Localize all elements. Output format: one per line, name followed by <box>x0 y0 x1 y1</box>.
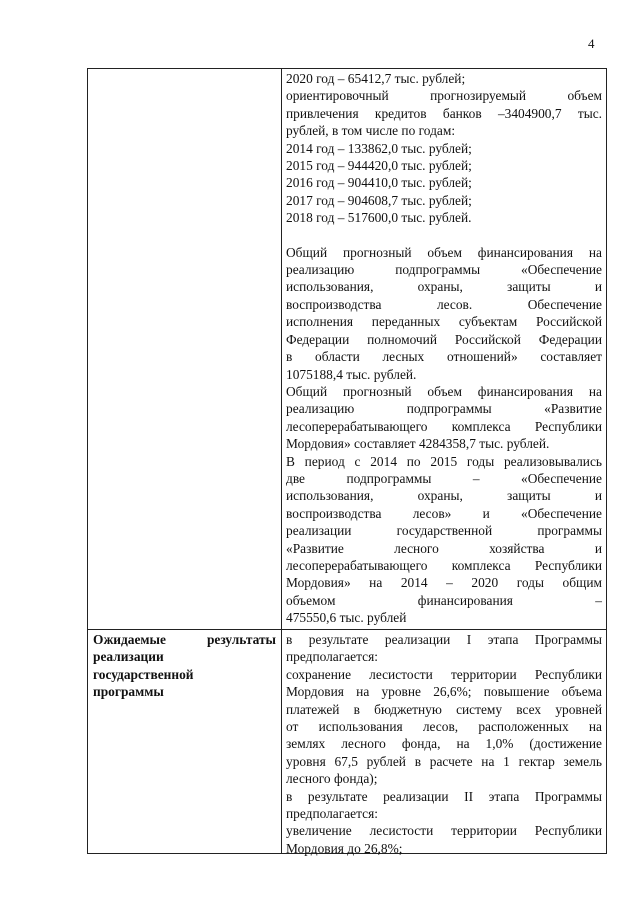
financing-text-line: лесоперерабатывающего комплекса Республики <box>286 418 602 434</box>
expected-results-line: в результате реализации I этапа Программы <box>286 632 602 647</box>
financing-text-line: использования, охраны, защиты и <box>286 488 602 504</box>
financing-text-line: рублей, в том числе по годам: <box>286 123 456 139</box>
expected-results-line: Мордовия на уровне 26,6%; повышение объема <box>286 684 602 700</box>
expected-results-line: от использования лесов, расположенных на <box>286 719 602 735</box>
financing-text-line: В период с 2014 по 2015 годы реализовывались <box>286 453 602 469</box>
financing-text-line: 2015 год – 944420,0 тыс. рублей; <box>286 158 472 174</box>
financing-text-cell <box>286 70 602 627</box>
financing-text-line: ориентировочный прогнозируемый объем <box>286 88 602 104</box>
financing-text-line: в области лесных отношений» составляет <box>286 349 602 365</box>
expected-results-line: лесного фонда); <box>286 771 378 787</box>
expected-results-line: уровня 67,5 рублей в расчете на 1 гектар земель <box>286 753 602 769</box>
financing-text-line: Общий прогнозный объем финансирования на <box>286 244 602 260</box>
expected-results-line: в результате реализации II этапа Программы <box>286 788 602 804</box>
row-label-line: государственной <box>93 666 194 682</box>
financing-text-line: 2018 год – 517600,0 тыс. рублей. <box>286 210 472 226</box>
financing-text-line: реализацию подпрограммы «Обеспечение <box>286 262 602 278</box>
financing-text-line: Федерации полномочий Российской Федерации <box>286 331 602 347</box>
expected-results-label-cell <box>93 631 276 701</box>
financing-text-line <box>286 227 602 244</box>
row-divider <box>88 629 606 630</box>
financing-text-line: лесоперерабатывающего комплекса Республики <box>286 557 602 573</box>
column-divider <box>281 69 282 853</box>
row-label-line: программы <box>93 684 164 700</box>
financing-text-line: реализацию подпрограммы «Развитие <box>286 401 602 417</box>
financing-text-line: исполнения переданных субъектам Российской <box>286 314 602 330</box>
financing-text-line: 2014 год – 133862,0 тыс. рублей; <box>286 140 472 156</box>
expected-results-line: Мордовия до 26,8%; <box>286 840 403 856</box>
financing-text-line: две подпрограммы – «Обеспечение <box>286 470 602 486</box>
financing-text-line: Мордовия» составляет 4284358,7 тыс. рублей. <box>286 436 550 452</box>
financing-text-line: 1075188,4 тыс. рублей. <box>286 366 417 382</box>
row-label-line: Ожидаемые результаты <box>93 632 276 647</box>
expected-results-line: землях лесного фонда, на 1,0% (достижение <box>286 736 602 752</box>
expected-results-line: увеличение лесистости территории Республики <box>286 823 602 839</box>
financing-text-line: 475550,6 тыс. рублей <box>286 610 407 626</box>
expected-results-line: предполагается: <box>286 649 378 665</box>
financing-text-line: Мордовия» на 2014 – 2020 годы общим <box>286 575 602 591</box>
expected-results-line: предполагается: <box>286 806 378 822</box>
financing-text-line: 2020 год – 65412,7 тыс. рублей; <box>286 71 466 86</box>
financing-text-line: 2017 год – 904608,7 тыс. рублей; <box>286 192 472 208</box>
financing-text-line: воспроизводства лесов» и «Обеспечение <box>286 505 602 521</box>
expected-results-text-cell <box>286 631 602 857</box>
financing-text-line: привлечения кредитов банков –3404900,7 тыс. <box>286 105 602 121</box>
financing-text-line: Общий прогнозный объем финансирования на <box>286 383 602 399</box>
row-label-line: реализации <box>93 649 164 665</box>
page-number: 4 <box>588 36 595 51</box>
financing-text-line: использования, охраны, защиты и <box>286 279 602 295</box>
financing-text-line: 2016 год – 904410,0 тыс. рублей; <box>286 175 472 191</box>
financing-text-line: воспроизводства лесов. Обеспечение <box>286 296 602 312</box>
expected-results-line: платежей в бюджетную систему всех уровней <box>286 701 602 717</box>
expected-results-line: сохранение лесистости территории Республики <box>286 666 602 682</box>
financing-text-line: реализации государственной программы <box>286 523 602 539</box>
financing-text-line: «Развитие лесного хозяйства и <box>286 540 602 556</box>
passport-table <box>87 68 607 854</box>
financing-text-line: объемом финансирования – <box>286 592 602 608</box>
